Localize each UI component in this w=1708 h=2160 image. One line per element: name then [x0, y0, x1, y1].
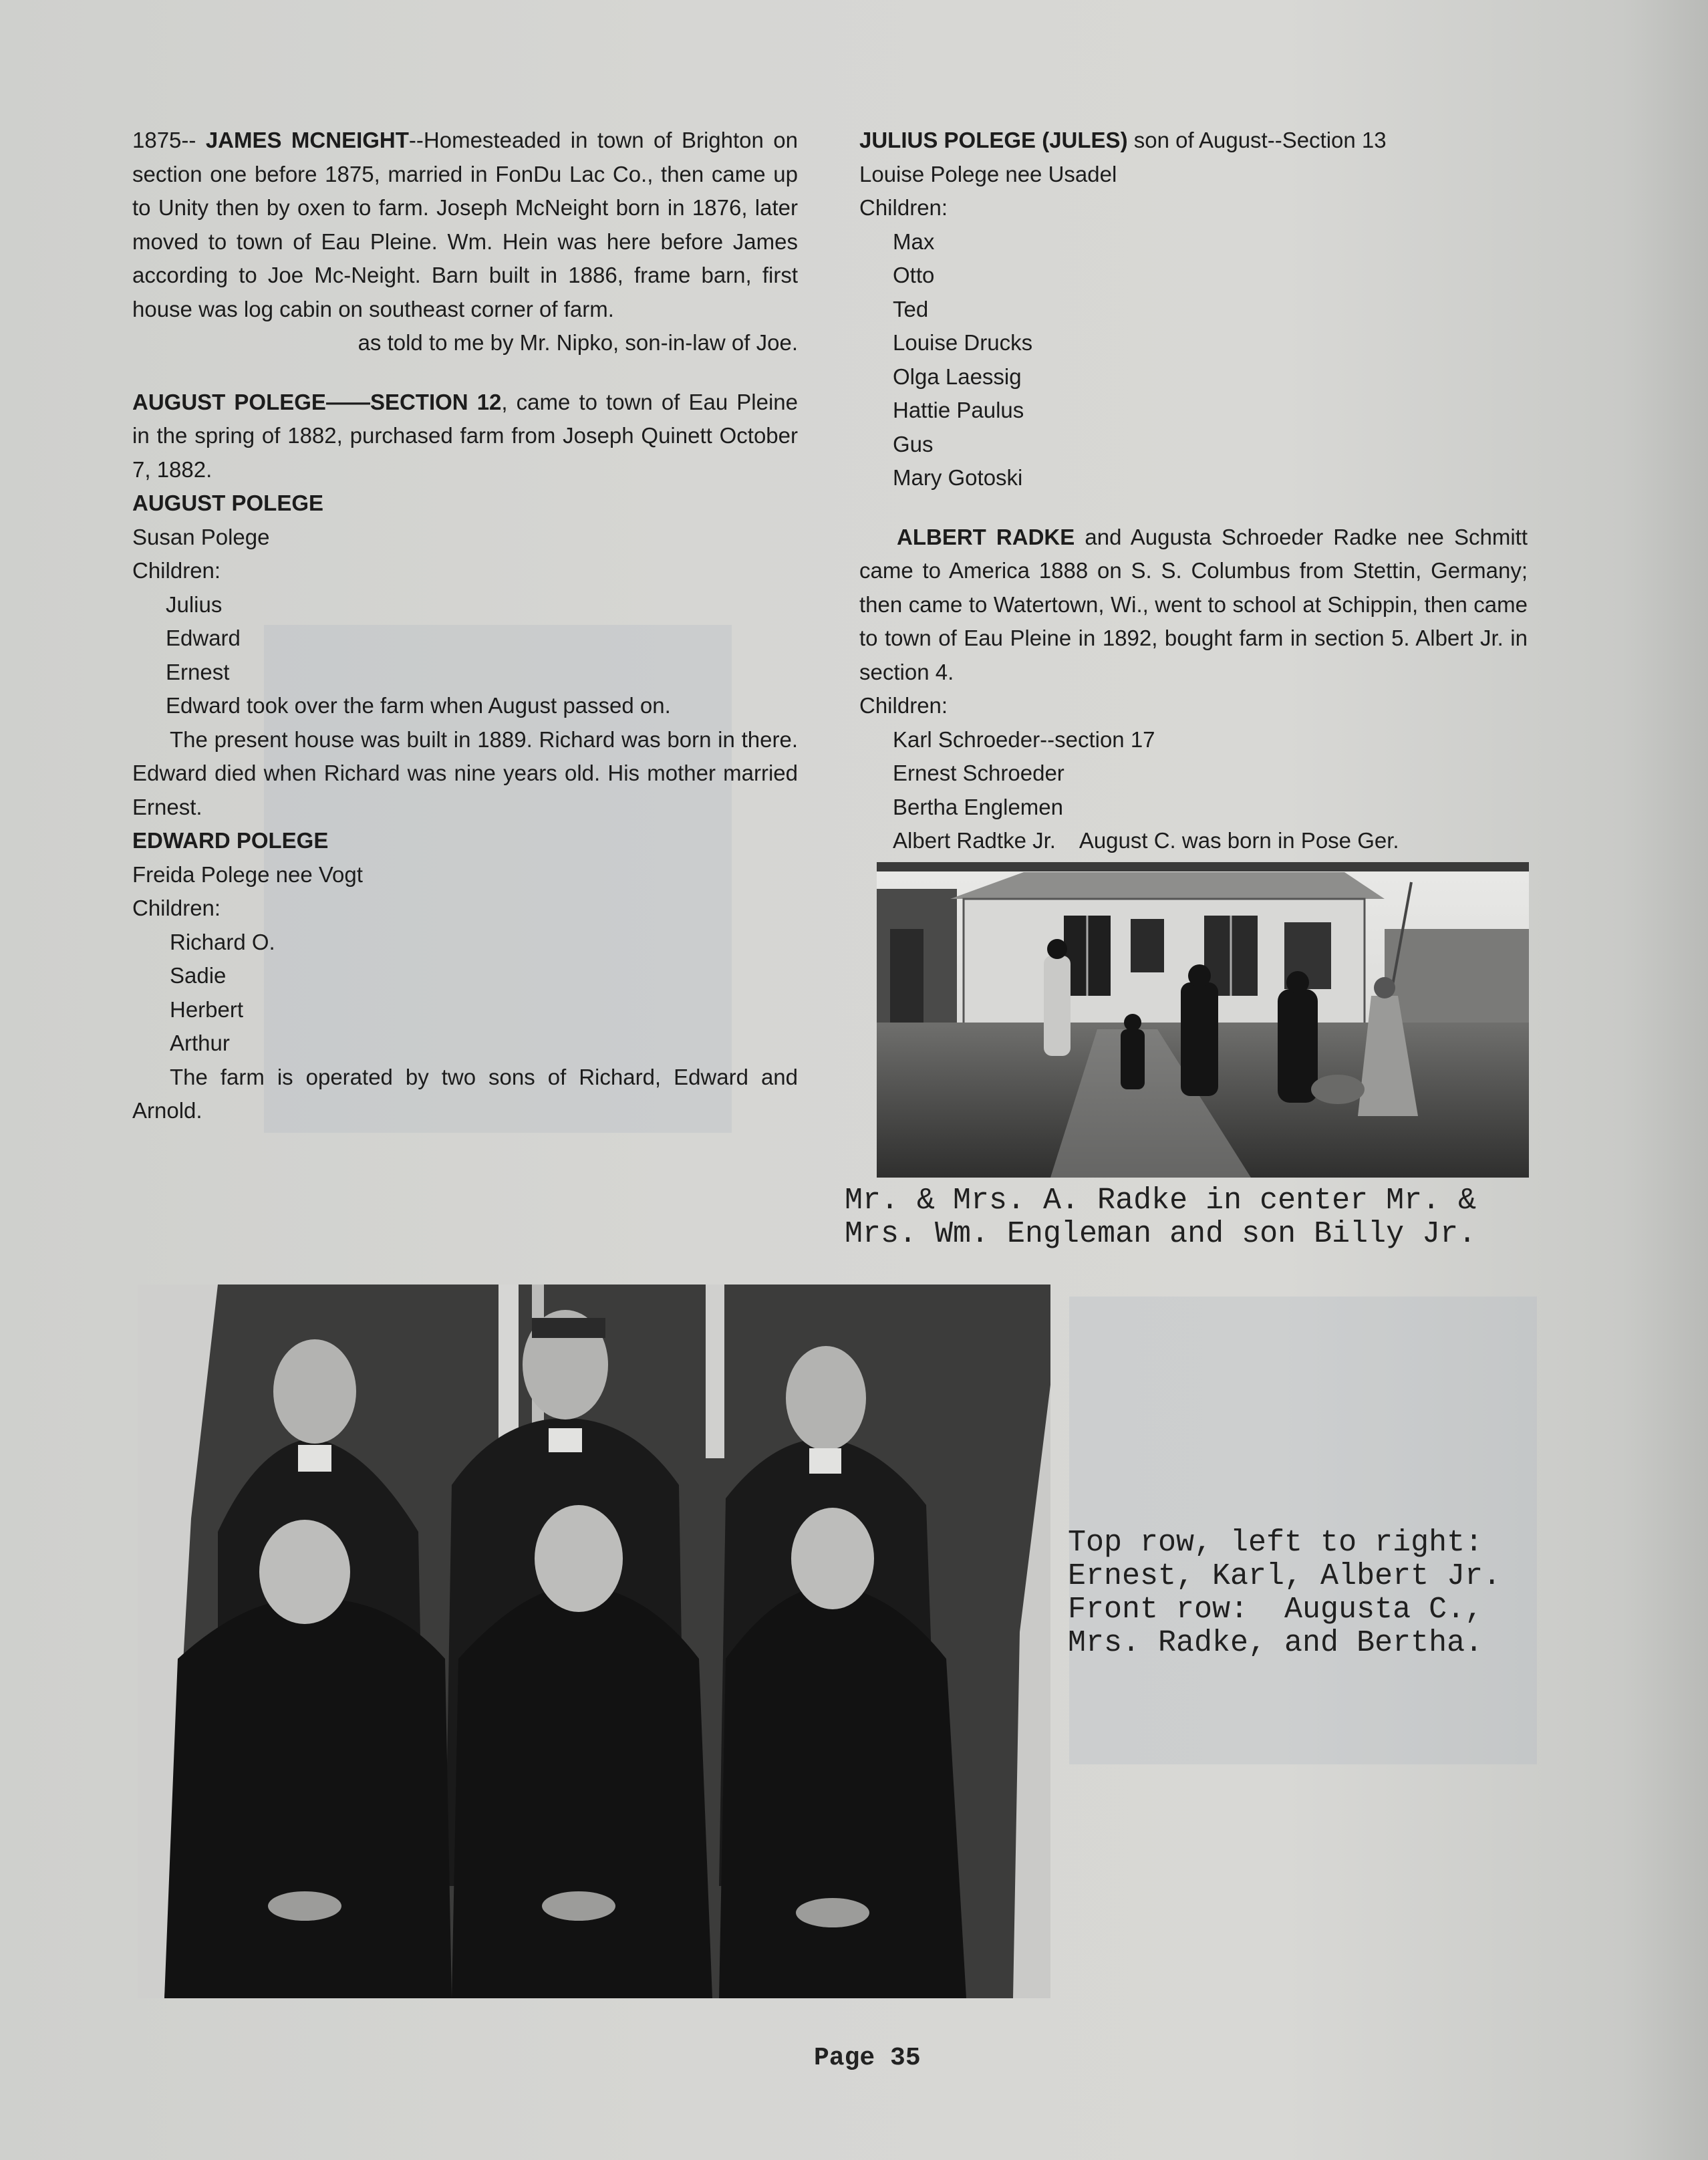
edward-note: The farm is operated by two sons of Richard, Edward and Arnold.: [132, 1064, 798, 1123]
farm-photo-caption: [845, 1184, 1476, 1251]
julius-children-label: Children:: [859, 195, 948, 220]
radke-heading: ALBERT RADKE: [897, 524, 1075, 549]
radke-text: and Augusta Schroeder Radke nee Schmitt came to America 1888 on S. S. Columbus from Stettin, Germany; then came to Watertown, Wi., went to school at Schippin, then came to town of Eau Pleine in 1892, bought farm in section 5. Albert Jr. in section 4.: [859, 524, 1528, 684]
julius-child: Olga Laessig: [893, 364, 1022, 389]
caption-line: Mrs. Radke, and Bertha.: [1068, 1626, 1483, 1660]
edward-child: Arthur: [170, 1031, 230, 1055]
julius-child: Hattie Paulus: [893, 398, 1024, 422]
caption-line: Top row, left to right:: [1068, 1526, 1483, 1560]
august-child: Julius: [166, 591, 223, 617]
august-child: Ernest: [166, 659, 230, 684]
left-column: [132, 124, 798, 1128]
caption-line: Front row: Augusta C.,: [1068, 1593, 1483, 1627]
radke-child-last: [859, 824, 1528, 858]
family-photo-caption: [1068, 1526, 1501, 1660]
august-name-heading: AUGUST POLEGE: [132, 491, 324, 515]
julius-child: Louise Drucks: [893, 330, 1033, 355]
mcneight-text: --Homesteaded in town of Brighton on section one before 1875, married in FonDu Lac Co., then came up to Unity then by oxen to farm. Joseph McNeight born in 1876, later moved to town of Eau Pleine. Wm. Hein was here before James according to Joe Mc-Neight. Barn built in 1886, frame barn, first house was log cabin on southeast corner of farm.: [132, 128, 798, 321]
caption-line: Mrs. Wm. Engleman and son Billy Jr.: [845, 1217, 1477, 1251]
radke-children-label: Children:: [859, 693, 948, 718]
edward-child: Herbert: [170, 996, 244, 1022]
julius-child: Mary Gotoski: [893, 465, 1023, 490]
august-house-note: The present house was built in 1889. Richard was born in there. Edward died when Richard was nine years old. His mother married Ernest.: [132, 726, 798, 819]
radke-child: Ernest Schroeder: [893, 761, 1064, 785]
right-column: [859, 124, 1528, 858]
radke-child: Bertha Englemen: [893, 794, 1063, 819]
mcneight-credit: as told to me by Mr. Nipko, son-in-law of Joe.: [358, 330, 798, 355]
august-children-label: Children:: [132, 558, 221, 583]
julius-child: Otto: [893, 263, 935, 287]
august-child: Edward: [166, 626, 241, 650]
edward-heading: EDWARD POLEGE: [132, 828, 329, 853]
august-heading: AUGUST POLEGE——SECTION 12: [132, 389, 502, 414]
caption-line: Ernest, Karl, Albert Jr.: [1068, 1559, 1502, 1593]
edward-child: Richard O.: [170, 929, 275, 954]
julius-child: Ted: [893, 296, 929, 321]
august-spouse: Susan Polege: [132, 524, 270, 549]
entry-year: 1875--: [132, 128, 196, 152]
farm-photo: [877, 862, 1529, 1178]
page-number: Page 35: [814, 2044, 921, 2072]
caption-line: Mr. & Mrs. A. Radke in center Mr. &: [845, 1184, 1477, 1218]
august-note: Edward took over the farm when August passed on.: [166, 693, 671, 718]
radke-child: Albert Radtke Jr.: [893, 828, 1056, 853]
julius-child: Gus: [893, 431, 934, 456]
mcneight-entry: [132, 124, 798, 326]
farm-scene-image: [877, 862, 1529, 1178]
family-photo: [138, 1285, 1050, 1998]
radke-birth-note: August C. was born in Pose Ger.: [1079, 828, 1399, 853]
julius-child: Max: [893, 229, 935, 254]
edward-spouse: Freida Polege nee Vogt: [132, 861, 363, 887]
radke-entry: [859, 521, 1528, 690]
mcneight-heading: JAMES MCNEIGHT: [205, 128, 409, 152]
julius-text: son of August--Section 13: [1127, 128, 1387, 152]
julius-heading: JULIUS POLEGE (JULES): [859, 128, 1128, 152]
edward-children-label: Children:: [132, 896, 221, 920]
julius-entry: [859, 124, 1528, 158]
edward-child: Sadie: [170, 963, 227, 988]
family-portrait-image: [138, 1285, 1050, 1998]
julius-spouse: Louise Polege nee Usadel: [859, 161, 1117, 186]
august-entry: [132, 386, 798, 487]
radke-child: Karl Schroeder--section 17: [893, 726, 1155, 752]
august-text: , came to town of Eau Pleine in the spring of 1882, purchased farm from Joseph Quinett October 7, 1882.: [132, 389, 798, 482]
